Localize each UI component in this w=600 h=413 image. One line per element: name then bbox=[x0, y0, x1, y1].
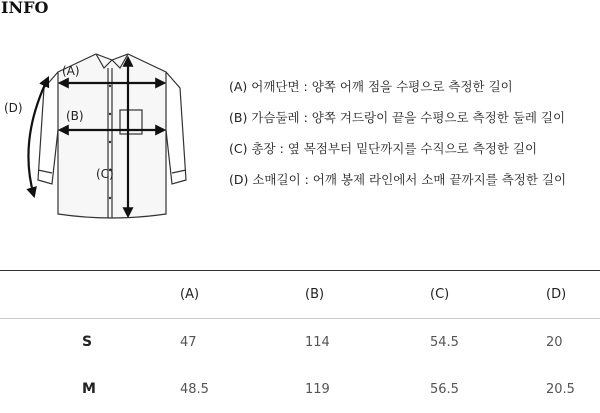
size-table bbox=[0, 270, 600, 413]
legend-item-c: (C) 총장 : 옆 목점부터 밑단까지를 수직으로 측정한 길이 bbox=[229, 141, 538, 156]
info-title: INFO bbox=[1, 0, 49, 17]
table-row bbox=[0, 319, 600, 366]
table-cell: 48.5 bbox=[180, 381, 209, 397]
header-c: (C) bbox=[430, 271, 545, 319]
table-cell: 114 bbox=[305, 334, 330, 350]
table-row bbox=[0, 366, 600, 413]
header-d: (D) bbox=[545, 271, 600, 319]
table-cell: 56.5 bbox=[430, 381, 459, 397]
label-d: (D) bbox=[4, 101, 23, 115]
table-cell: 54.5 bbox=[430, 334, 459, 350]
table-cell: 20 bbox=[546, 334, 563, 350]
size-label: S bbox=[82, 334, 93, 351]
header-empty bbox=[0, 271, 180, 319]
table-cell: 119 bbox=[305, 381, 330, 397]
legend-item-d: (D) 소매길이 : 어깨 봉제 라인에서 소매 끝까지를 측정한 길이 bbox=[229, 172, 567, 187]
label-b: (B) bbox=[66, 109, 84, 123]
table-header-row bbox=[0, 271, 600, 319]
header-a: (A) bbox=[180, 271, 305, 319]
shirt-outline bbox=[38, 54, 186, 218]
header-b: (B) bbox=[305, 271, 430, 319]
label-c: (C) bbox=[96, 167, 114, 181]
label-a: (A) bbox=[62, 64, 80, 78]
legend-item-a: (A) 어깨단면 : 양쪽 어깨 점을 수평으로 측정한 길이 bbox=[229, 79, 513, 94]
shirt-measurement-diagram bbox=[0, 30, 230, 230]
legend-item-b: (B) 가슴둘레 : 양쪽 겨드랑이 끝을 수평으로 측정한 둘레 길이 bbox=[229, 110, 566, 125]
table-cell: 47 bbox=[180, 334, 197, 350]
size-label: M bbox=[82, 381, 96, 397]
table-cell: 20.5 bbox=[546, 381, 575, 397]
measurement-legend bbox=[229, 78, 566, 202]
